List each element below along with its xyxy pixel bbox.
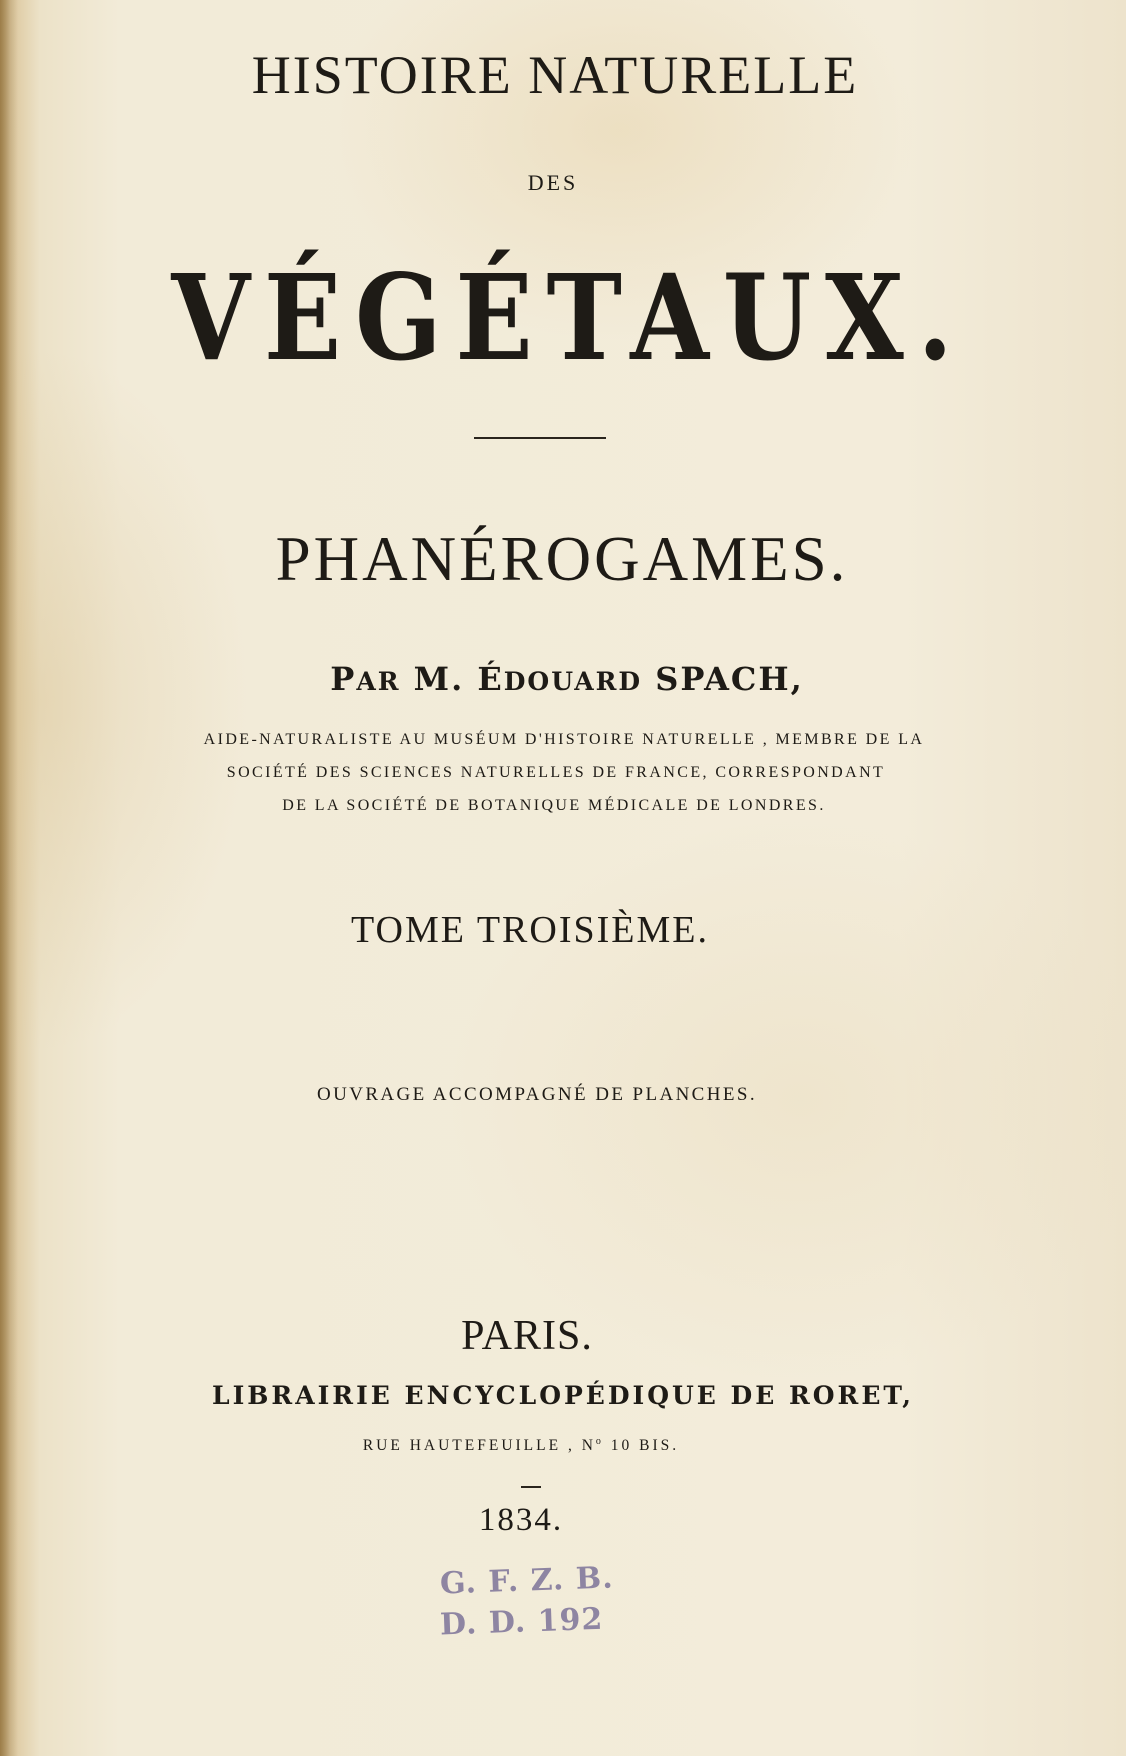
author-line bbox=[4, 660, 1126, 698]
author-credentials-line-3: DE LA SOCIÉTÉ DE BOTANIQUE MÉDICALE DE LONDRES. bbox=[282, 797, 826, 814]
title-rule bbox=[474, 437, 606, 439]
library-stamp-line-1: G. F. Z. B. bbox=[439, 1560, 615, 1602]
title-line-histoire: HISTOIRE NATURELLE bbox=[251, 45, 859, 105]
author-first-initial: É bbox=[477, 660, 504, 698]
imprint-year: 1834. bbox=[478, 1502, 564, 1538]
imprint-address bbox=[0, 1436, 1084, 1455]
address-prefix: RUE HAUTEFEUILLE , N bbox=[362, 1437, 596, 1455]
author-credentials-line-2: SOCIÉTÉ DES SCIENCES NATURELLES DE FRANCE, CORRESPONDANT bbox=[226, 764, 886, 781]
title-line-des: DES bbox=[527, 170, 579, 195]
author-title: M. bbox=[413, 660, 465, 698]
address-suffix: 10 BIS. bbox=[603, 1437, 680, 1455]
subtitle: PHANÉROGAMES. bbox=[275, 524, 849, 594]
author-par-rest: AR bbox=[356, 667, 401, 696]
author-par-initial: P bbox=[330, 660, 357, 698]
library-stamp-line-2: D. D. 192 bbox=[439, 1601, 604, 1643]
volume-label: TOME TROISIÈME. bbox=[351, 909, 709, 951]
author-credentials-line-1: AIDE-NATURALISTE AU MUSÉUM D'HISTOIRE NATURELLE , MEMBRE DE LA bbox=[203, 731, 925, 748]
imprint-rule bbox=[521, 1486, 541, 1488]
imprint-publisher: LIBRAIRIE ENCYCLOPÉDIQUE DE RORET, bbox=[212, 1381, 914, 1410]
author-surname: SPACH, bbox=[655, 660, 804, 698]
main-title: VÉGÉTAUX. bbox=[171, 248, 967, 387]
address-number-sup: o bbox=[595, 1436, 604, 1447]
plates-note: OUVRAGE ACCOMPAGNÉ DE PLANCHES. bbox=[316, 1084, 758, 1105]
imprint-city: PARIS. bbox=[461, 1313, 593, 1359]
binding-edge-shadow bbox=[0, 0, 18, 1756]
author-first-rest: DOUARD bbox=[503, 667, 643, 696]
